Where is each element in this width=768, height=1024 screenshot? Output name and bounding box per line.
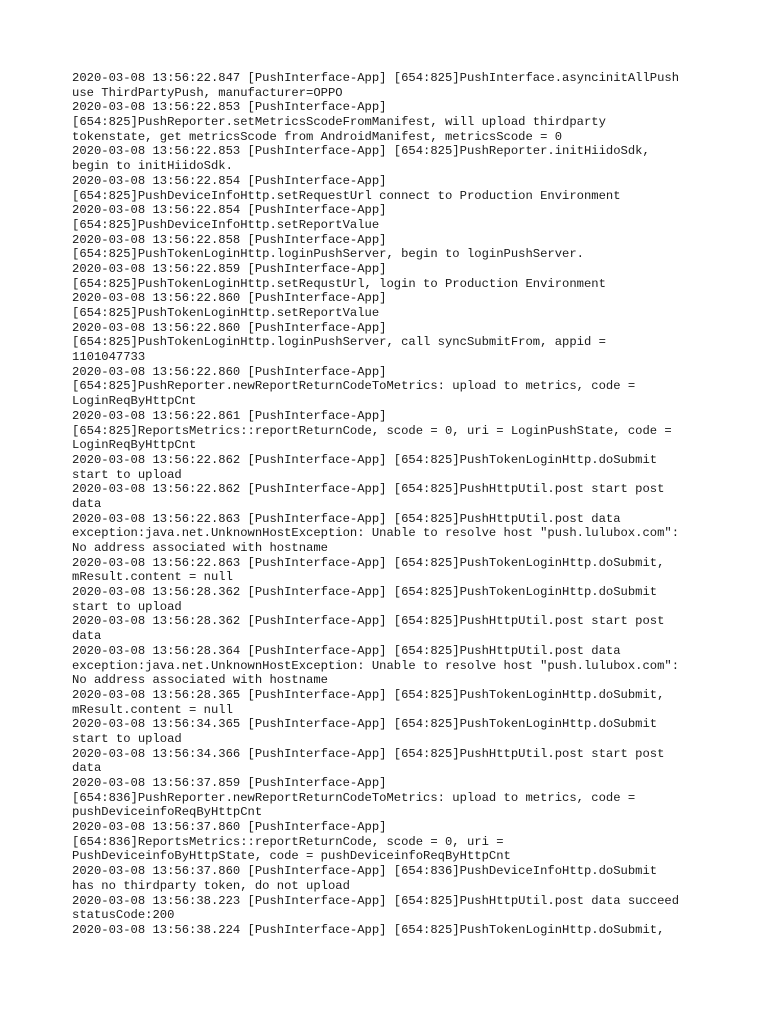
log-line: [654:825]PushTokenLoginHttp.setRequstUrl, login to Production Environment <box>72 276 606 291</box>
log-line: 2020-03-08 13:56:22.860 [PushInterface-App] <box>72 291 387 306</box>
log-line: data <box>72 761 102 776</box>
log-line: 2020-03-08 13:56:22.861 [PushInterface-App] <box>72 408 387 423</box>
log-line: [654:825]PushReporter.setMetricsScodeFromManifest, will upload thirdparty <box>72 115 606 130</box>
log-line: 2020-03-08 13:56:28.362 [PushInterface-App] [654:825]PushHttpUtil.post start post <box>72 614 665 629</box>
log-line: [654:825]PushTokenLoginHttp.loginPushServer, call syncSubmitFrom, appid = <box>72 335 606 350</box>
log-line: [654:836]PushReporter.newReportReturnCodeToMetrics: upload to metrics, code = <box>72 790 636 805</box>
log-line: [654:825]PushTokenLoginHttp.loginPushServer, begin to loginPushServer. <box>72 247 584 262</box>
log-line: data <box>72 496 102 511</box>
log-line: PushDeviceinfoByHttpState, code = pushDeviceinfoReqByHttpCnt <box>72 849 511 864</box>
log-line: 2020-03-08 13:56:22.859 [PushInterface-App] <box>72 261 387 276</box>
log-line: 2020-03-08 13:56:22.862 [PushInterface-App] [654:825]PushHttpUtil.post start post <box>72 482 665 497</box>
log-line: 1101047733 <box>72 350 146 365</box>
log-line: data <box>72 629 102 644</box>
log-line: 2020-03-08 13:56:22.853 [PushInterface-App] <box>72 100 387 115</box>
log-line: 2020-03-08 13:56:22.854 [PushInterface-App] <box>72 173 387 188</box>
log-line: 2020-03-08 13:56:34.365 [PushInterface-App] [654:825]PushTokenLoginHttp.doSubmit <box>72 717 658 732</box>
log-line: No address associated with hostname <box>72 673 328 688</box>
log-line: [654:825]PushTokenLoginHttp.setReportValue <box>72 306 380 320</box>
log-line: No address associated with hostname <box>72 541 328 555</box>
log-line: 2020-03-08 13:56:22.862 [PushInterface-App] [654:825]PushTokenLoginHttp.doSubmit <box>72 452 658 467</box>
log-line: start to upload <box>72 599 182 614</box>
log-line: 2020-03-08 13:56:22.847 [PushInterface-App] [654:825]PushInterface.asyncinitAllPush <box>72 71 680 85</box>
log-line: [654:825]PushReporter.newReportReturnCodeToMetrics: upload to metrics, code = <box>72 379 636 394</box>
log-line: mResult.content = null <box>72 570 233 585</box>
log-line: 2020-03-08 13:56:38.223 [PushInterface-App] [654:825]PushHttpUtil.post data succeed <box>72 893 680 908</box>
log-line: 2020-03-08 13:56:38.224 [PushInterface-App] [654:825]PushTokenLoginHttp.doSubmit, <box>72 922 665 937</box>
log-line: 2020-03-08 13:56:37.859 [PushInterface-App] <box>72 776 387 790</box>
log-line: LoginReqByHttpCnt <box>72 438 197 453</box>
log-line: [654:836]ReportsMetrics::reportReturnCode, scode = 0, uri = <box>72 834 504 849</box>
log-line: begin to initHiidoSdk. <box>72 159 233 174</box>
log-line: LoginReqByHttpCnt <box>72 394 197 409</box>
log-line: 2020-03-08 13:56:22.863 [PushInterface-App] [654:825]PushTokenLoginHttp.doSubmit, <box>72 555 665 570</box>
log-line: 2020-03-08 13:56:22.863 [PushInterface-App] [654:825]PushHttpUtil.post data <box>72 511 621 526</box>
log-line: 2020-03-08 13:56:28.362 [PushInterface-App] [654:825]PushTokenLoginHttp.doSubmit <box>72 585 658 600</box>
log-line: 2020-03-08 13:56:37.860 [PushInterface-App] [654:836]PushDeviceInfoHttp.doSubmit <box>72 864 658 879</box>
log-line: exception:java.net.UnknownHostException: Unable to resolve host "push.lulubox.com": <box>72 658 680 673</box>
log-line: 2020-03-08 13:56:22.860 [PushInterface-App] <box>72 364 387 379</box>
log-line: [654:825]ReportsMetrics::reportReturnCode, scode = 0, uri = LoginPushState, code = <box>72 423 672 438</box>
log-line: statusCode:200 <box>72 908 175 923</box>
log-line: 2020-03-08 13:56:22.853 [PushInterface-App] [654:825]PushReporter.initHiidoSdk, <box>72 144 650 159</box>
log-line: start to upload <box>72 731 182 746</box>
log-line: 2020-03-08 13:56:22.860 [PushInterface-App] <box>72 320 387 335</box>
log-line: start to upload <box>72 467 182 482</box>
log-line: [654:825]PushDeviceInfoHttp.setRequestUrl connect to Production Environment <box>72 188 621 203</box>
log-line: 2020-03-08 13:56:22.858 [PushInterface-App] <box>72 232 387 247</box>
log-line: 2020-03-08 13:56:37.860 [PushInterface-App] <box>72 820 387 835</box>
log-line: has no thirdparty token, do not upload <box>72 878 350 893</box>
log-line: tokenstate, get metricsScode from AndroidManifest, metricsScode = 0 <box>72 129 563 144</box>
log-line: [654:825]PushDeviceInfoHttp.setReportValue <box>72 217 380 232</box>
log-line: 2020-03-08 13:56:34.366 [PushInterface-App] [654:825]PushHttpUtil.post start post <box>72 746 665 761</box>
log-text-block <box>72 71 712 938</box>
log-line: 2020-03-08 13:56:28.364 [PushInterface-App] [654:825]PushHttpUtil.post data <box>72 643 621 658</box>
log-line: mResult.content = null <box>72 702 233 717</box>
log-line: pushDeviceinfoReqByHttpCnt <box>72 805 263 820</box>
log-line: exception:java.net.UnknownHostException: Unable to resolve host "push.lulubox.com": <box>72 526 680 541</box>
log-line: 2020-03-08 13:56:28.365 [PushInterface-App] [654:825]PushTokenLoginHttp.doSubmit, <box>72 687 665 702</box>
log-line: use ThirdPartyPush, manufacturer=OPPO <box>72 85 343 100</box>
log-line: 2020-03-08 13:56:22.854 [PushInterface-App] <box>72 203 387 218</box>
